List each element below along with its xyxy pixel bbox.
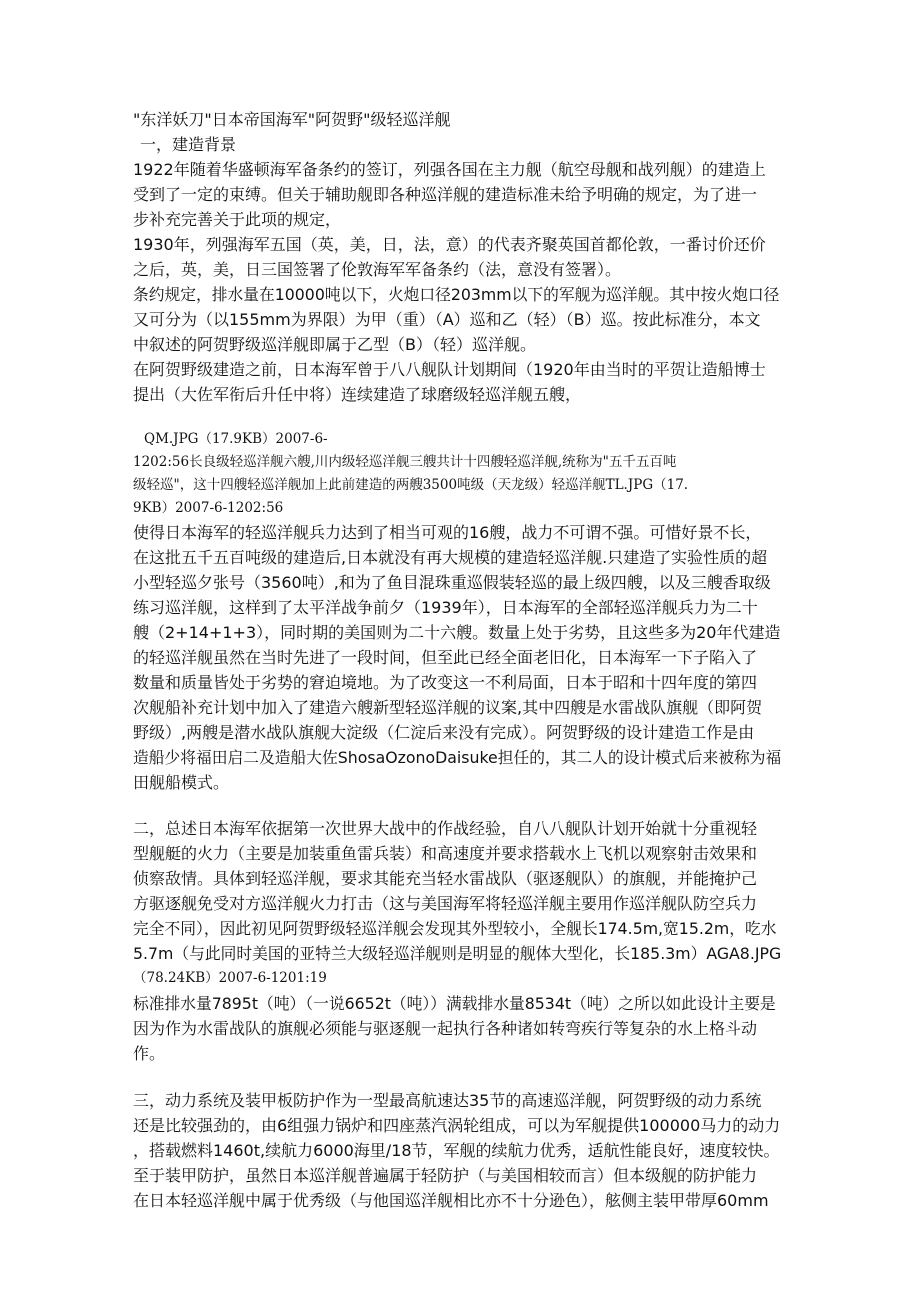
paragraph-line: 还是比较强劲的，由6组强力锅炉和四座蒸汽涡轮组成，可以为军舰提供100000马力的动力 bbox=[133, 1116, 781, 1135]
paragraph-line: 使得日本海军的轻巡洋舰兵力达到了相当可观的16艘，战力不可谓不强。可惜好景不长， bbox=[133, 523, 762, 542]
paragraph-line: 的轻巡洋舰虽然在当时先进了一段时间，但至此已经全面老旧化，日本海军一下子陷入了 bbox=[133, 648, 758, 667]
document-title: "东洋妖刀"日本帝国海军"阿贺野"级轻巡洋舰 bbox=[133, 110, 451, 129]
paragraph-line: 又可分为（以155mm为界限）为甲（重）（A）巡和乙（轻）（B）巡。按此标准分，本文 bbox=[133, 310, 761, 329]
paragraph-line: 方驱逐舰免受对方巡洋舰火力打击（这与美国海军将轻巡洋舰主要用作巡洋舰队防空兵力 bbox=[133, 894, 758, 913]
paragraph-line: 型舰艇的火力（主要是加装重鱼雷兵装）和高速度并要求搭载水上飞机以观察射击效果和 bbox=[133, 844, 758, 863]
paragraph-line: 二，总述日本海军依据第一次世界大战中的作战经验，自八八舰队计划开始就十分重视轻 bbox=[133, 819, 758, 838]
paragraph-line: 在这批五千五百吨级的建造后,日本就没有再大规模的建造轻巡洋舰.只建造了实验性质的超 bbox=[133, 548, 768, 567]
paragraph-line: 造船少将福田启二及造船大佐ShosaOzonoDaisuke担任的，其二人的设计模式后来被称为福 bbox=[133, 748, 782, 767]
image-caption-line: QM.JPG（17.9KB）2007-6- bbox=[144, 431, 328, 447]
section-heading-background: 一，建造背景 bbox=[140, 135, 237, 154]
paragraph-line: 标准排水量7895t（吨）（一说6652t（吨））满载排水量8534t（吨）之所以如此设计主要是 bbox=[133, 994, 776, 1013]
paragraph-line: 步补充完善关于此项的规定， bbox=[133, 210, 342, 229]
image-caption-line: （78.24KB）2007-6-1201:19 bbox=[133, 970, 327, 986]
paragraph-line: 数量和质量皆处于劣势的窘迫境地。为了改变这一不利局面，日本于昭和十四年度的第四 bbox=[133, 673, 758, 692]
paragraph-line: 小型轻巡夕张号（3560吨）,和为了鱼目混珠重巡假装轻巡的最上级四艘，以及三艘香取级 bbox=[133, 573, 771, 592]
paragraph-line: 三，动力系统及装甲板防护作为一型最高航速达35节的高速巡洋舰，阿贺野级的动力系统 bbox=[133, 1091, 762, 1110]
image-caption-line: 级轻巡"，这十四艘轻巡洋舰加上此前建造的两艘3500吨级（天龙级）轻巡洋舰TL.JPG（17. bbox=[133, 477, 689, 493]
paragraph-line: 1922年随着华盛顿海军备条约的签订，列强各国在主力舰（航空母舰和战列舰）的建造上 bbox=[133, 160, 766, 179]
paragraph-line: 因为作为水雷战队的旗舰必须能与驱逐舰一起执行各种诸如转弯疾行等复杂的水上格斗动 bbox=[133, 1019, 758, 1038]
image-caption-line: 1202:56长良级轻巡洋舰六艘,川内级轻巡洋舰三艘共计十四艘轻巡洋舰,统称为"五千五百吨 bbox=[133, 454, 677, 470]
paragraph-line: 练习巡洋舰，这样到了太平洋战争前夕（1939年），日本海军的全部轻巡洋舰兵力为二十 bbox=[133, 598, 758, 617]
paragraph-line: 至于装甲防护，虽然日本巡洋舰普遍属于轻防护（与美国相较而言）但本级舰的防护能力 bbox=[133, 1166, 758, 1185]
paragraph-line: 受到了一定的束缚。但关于辅助舰即各种巡洋舰的建造标准未给予明确的规定，为了进一 bbox=[133, 185, 758, 204]
paragraph-line: 田舰船模式。 bbox=[133, 773, 230, 792]
paragraph-line: 完全不同），因此初见阿贺野级轻巡洋舰会发现其外型较小，全舰长174.5m,宽15.2m，吃水 bbox=[133, 919, 777, 938]
paragraph-line: ，搭载燃料1460t,续航力6000海里/18节，军舰的续航力优秀，适航性能良好，速度较快。 bbox=[133, 1141, 780, 1160]
paragraph-line: 提出（大佐军衔后升任中将）连续建造了球磨级轻巡洋舰五艘， bbox=[133, 385, 582, 404]
paragraph-line: 艘（2+14+1+3），同时期的美国则为二十六艘。数量上处于劣势，且这些多为20年代建造 bbox=[133, 623, 781, 642]
paragraph-line: 侦察敌情。具体到轻巡洋舰，要求其能充当轻水雷战队（驱逐舰队）的旗舰，并能掩护己 bbox=[133, 869, 758, 888]
paragraph-line: 野级）,两艘是潜水战队旗舰大淀级（仁淀后来没有完成）。阿贺野级的设计建造工作是由 bbox=[133, 723, 755, 742]
paragraph-line: 1930年，列强海军五国（英，美，日，法，意）的代表齐聚英国首都伦敦，一番讨价还价 bbox=[133, 235, 766, 254]
paragraph-line: 在日本轻巡洋舰中属于优秀级（与他国巡洋舰相比亦不十分逊色），舷侧主装甲带厚60mm bbox=[133, 1191, 769, 1210]
image-caption-line: 9KB）2007-6-1202:56 bbox=[133, 500, 284, 516]
paragraph-line: 之后，英，美，日三国签署了伦敦海军军备条约（法，意没有签署）。 bbox=[133, 260, 622, 279]
paragraph-line: 5.7m（与此同时美国的亚特兰大级轻巡洋舰则是明显的舰体大型化，长185.3m）AGA8.JPG bbox=[133, 944, 782, 963]
paragraph-line: 次舰船补充计划中加入了建造六艘新型轻巡洋舰的议案,其中四艘是水雷战队旗舰（即阿贺 bbox=[133, 698, 763, 717]
paragraph-line: 中叙述的阿贺野级巡洋舰即属于乙型（B）（轻）巡洋舰。 bbox=[133, 335, 536, 354]
paragraph-line: 条约规定，排水量在10000吨以下，火炮口径203mm以下的军舰为巡洋舰。其中按火炮口径 bbox=[133, 285, 780, 304]
paragraph-line: 在阿贺野级建造之前，日本海军曾于八八舰队计划期间（1920年由当时的平贺让造船博士 bbox=[133, 360, 766, 379]
paragraph-line: 作。 bbox=[133, 1044, 166, 1063]
